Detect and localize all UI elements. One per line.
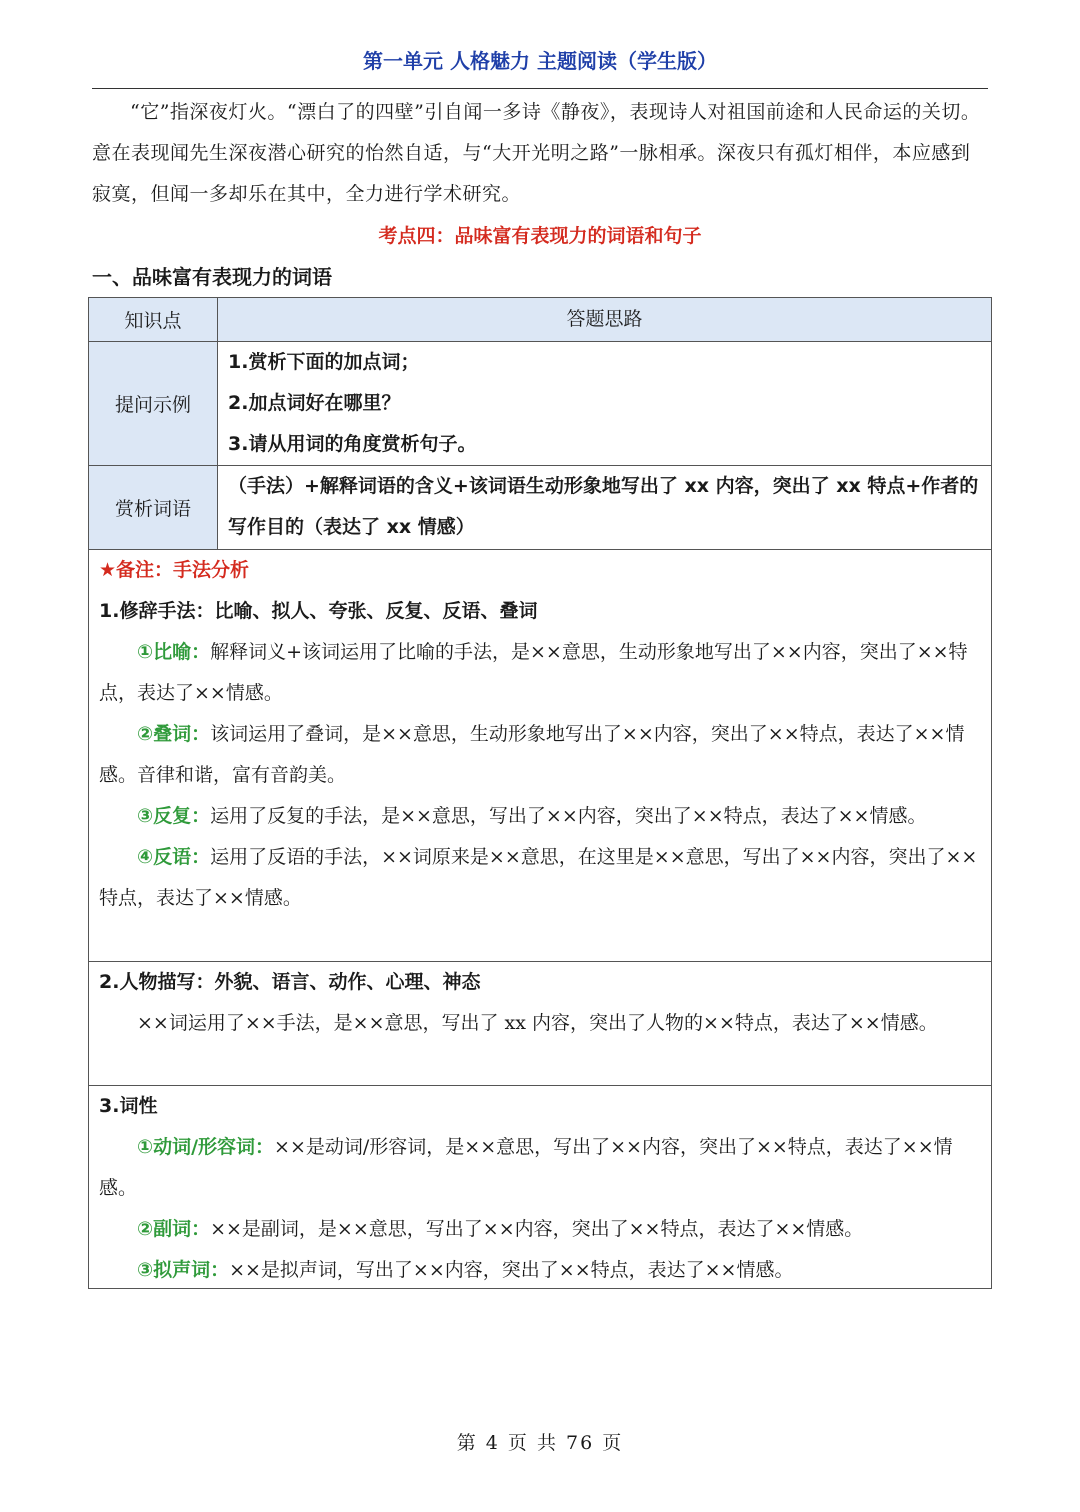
table-row-analysis bbox=[89, 466, 991, 550]
rhetoric-label: ①比喻： bbox=[137, 641, 211, 663]
notes-pos-block bbox=[89, 1086, 991, 1286]
knowledge-table bbox=[88, 297, 992, 1289]
rhetoric-label: ④反语： bbox=[137, 846, 211, 868]
row-content-analysis: （手法）+解释词语的含义+该词语生动形象地写出了 xx 内容，突出了 xx 特点+作者的写作目的（表达了 xx 情感） bbox=[228, 475, 979, 538]
rhetoric-label: ②叠词： bbox=[137, 723, 211, 745]
pos-label: ③拟声词： bbox=[137, 1259, 230, 1281]
pos-text: ××是动词/形容词，是××意思，写出了××内容，突出了××特点，表达了××情感。 bbox=[99, 1136, 953, 1199]
rhetoric-item bbox=[99, 837, 981, 919]
notes-title: ★备注：手法分析 bbox=[99, 559, 250, 581]
pos-heading: 3.词性 bbox=[99, 1095, 158, 1117]
pos-item bbox=[99, 1250, 981, 1291]
example-line: 1.赏析下面的加点词； bbox=[228, 351, 420, 373]
example-line: 2.加点词好在哪里？ bbox=[228, 392, 401, 414]
pos-text: ××是副词，是××意思，写出了××内容，突出了××特点，表达了××情感。 bbox=[210, 1218, 864, 1240]
rhetoric-text: 该词运用了叠词，是××意思，生动形象地写出了××内容，突出了××特点，表达了××情感。音律和谐，富有音韵美。 bbox=[99, 723, 965, 786]
character-heading: 2.人物描写：外貌、语言、动作、心理、神态 bbox=[99, 971, 481, 993]
character-text: ××词运用了××手法，是××意思，写出了 xx 内容，突出了人物的××特点，表达了××情感。 bbox=[137, 1012, 938, 1034]
table-row-examples bbox=[89, 342, 991, 466]
section-title: 考点四：品味富有表现力的词语和句子 bbox=[378, 225, 702, 247]
rhetoric-text: 运用了反复的手法，是××意思，写出了××内容，突出了××特点，表达了××情感。 bbox=[210, 805, 927, 827]
rhetoric-text: 解释词义+该词运用了比喻的手法，是××意思，生动形象地写出了××内容，突出了××特点，表达了××情感。 bbox=[99, 641, 968, 704]
rhetoric-text: 运用了反语的手法，××词原来是××意思，在这里是××意思，写出了××内容，突出了××特点，表达了××情感。 bbox=[99, 846, 978, 909]
header-cell-knowledge: 知识点 bbox=[89, 298, 218, 341]
row-content-examples bbox=[218, 342, 991, 465]
header-title: 第一单元 人格魅力 主题阅读（学生版） bbox=[363, 49, 717, 73]
rhetoric-heading: 1.修辞手法：比喻、拟人、夸张、反复、反语、叠词 bbox=[99, 600, 538, 622]
table-header-row bbox=[89, 298, 991, 342]
row-label-analysis: 赏析词语 bbox=[89, 466, 218, 549]
rhetoric-item bbox=[99, 796, 981, 837]
pos-item bbox=[99, 1127, 981, 1209]
notes-rhetoric-block bbox=[89, 550, 991, 962]
rhetoric-item bbox=[99, 632, 981, 714]
row-label-examples: 提问示例 bbox=[89, 342, 218, 465]
sub-title: 一、品味富有表现力的词语 bbox=[92, 265, 332, 289]
rhetoric-label: ③反复： bbox=[137, 805, 211, 827]
example-line: 3.请从用词的角度赏析句子。 bbox=[228, 433, 477, 455]
rhetoric-item bbox=[99, 714, 981, 796]
pos-item bbox=[99, 1209, 981, 1250]
page-number: 第 4 页 共 76 页 bbox=[456, 1432, 624, 1454]
notes-character-block bbox=[89, 962, 991, 1086]
intro-paragraph: “它”指深夜灯火。“漂白了的四壁”引自闻一多诗《静夜》，表现诗人对祖国前途和人民命运的关切。意在表现闻先生深夜潜心研究的怡然自适，与“大开光明之路”一脉相承。深夜只有孤灯相伴，本应感到寂寞，但闻一多却乐在其中，全力进行学术研究。 bbox=[92, 101, 981, 205]
header-cell-approach: 答题思路 bbox=[218, 298, 991, 341]
pos-label: ②副词： bbox=[137, 1218, 211, 1240]
pos-text: ××是拟声词，写出了××内容，突出了××特点，表达了××情感。 bbox=[229, 1259, 794, 1281]
pos-label: ①动词/形容词： bbox=[137, 1136, 275, 1158]
page-header bbox=[92, 44, 988, 89]
